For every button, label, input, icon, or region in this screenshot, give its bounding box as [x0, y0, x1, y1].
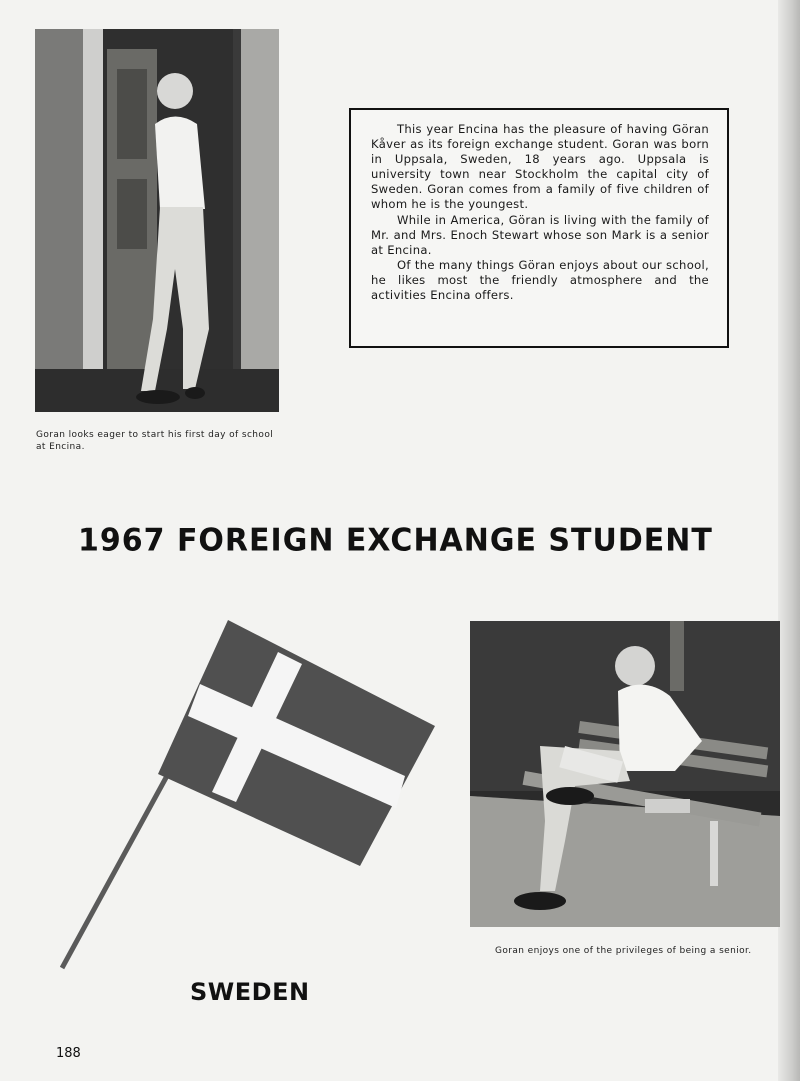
page-edge-shadow	[778, 0, 800, 1081]
page-number: 188	[56, 1046, 81, 1061]
doorway-photo-caption: Goran looks eager to start his first day of school at Encina.	[36, 430, 274, 452]
bench-photo-caption: Goran enjoys one of the privileges of being a senior.	[495, 946, 752, 956]
article-paragraph: While in America, Göran is living with the family of Mr. and Mrs. Enoch Stewart whose son Mark is a senior at Encina.	[371, 212, 709, 257]
bench-photo	[470, 621, 780, 927]
page-headline: 1967 FOREIGN EXCHANGE STUDENT	[78, 522, 713, 559]
article-paragraph: This year Encina has the pleasure of having Göran Kåver as its foreign exchange student. Goran was born in Uppsala, Sweden, 18 years ago. Uppsala is university town near Stockholm the capital city of Sweden. Goran comes from a family of five children of whom he is the youngest.	[371, 122, 709, 212]
doorway-photo	[35, 29, 279, 412]
article-paragraph: Of the many things Göran enjoys about our school, he likes most the friendly atmosphere and the activities Encina offers.	[371, 257, 709, 303]
swedish-flag-illustration	[60, 616, 440, 971]
flag-label: SWEDEN	[190, 978, 310, 1006]
article-text-box	[349, 108, 729, 348]
